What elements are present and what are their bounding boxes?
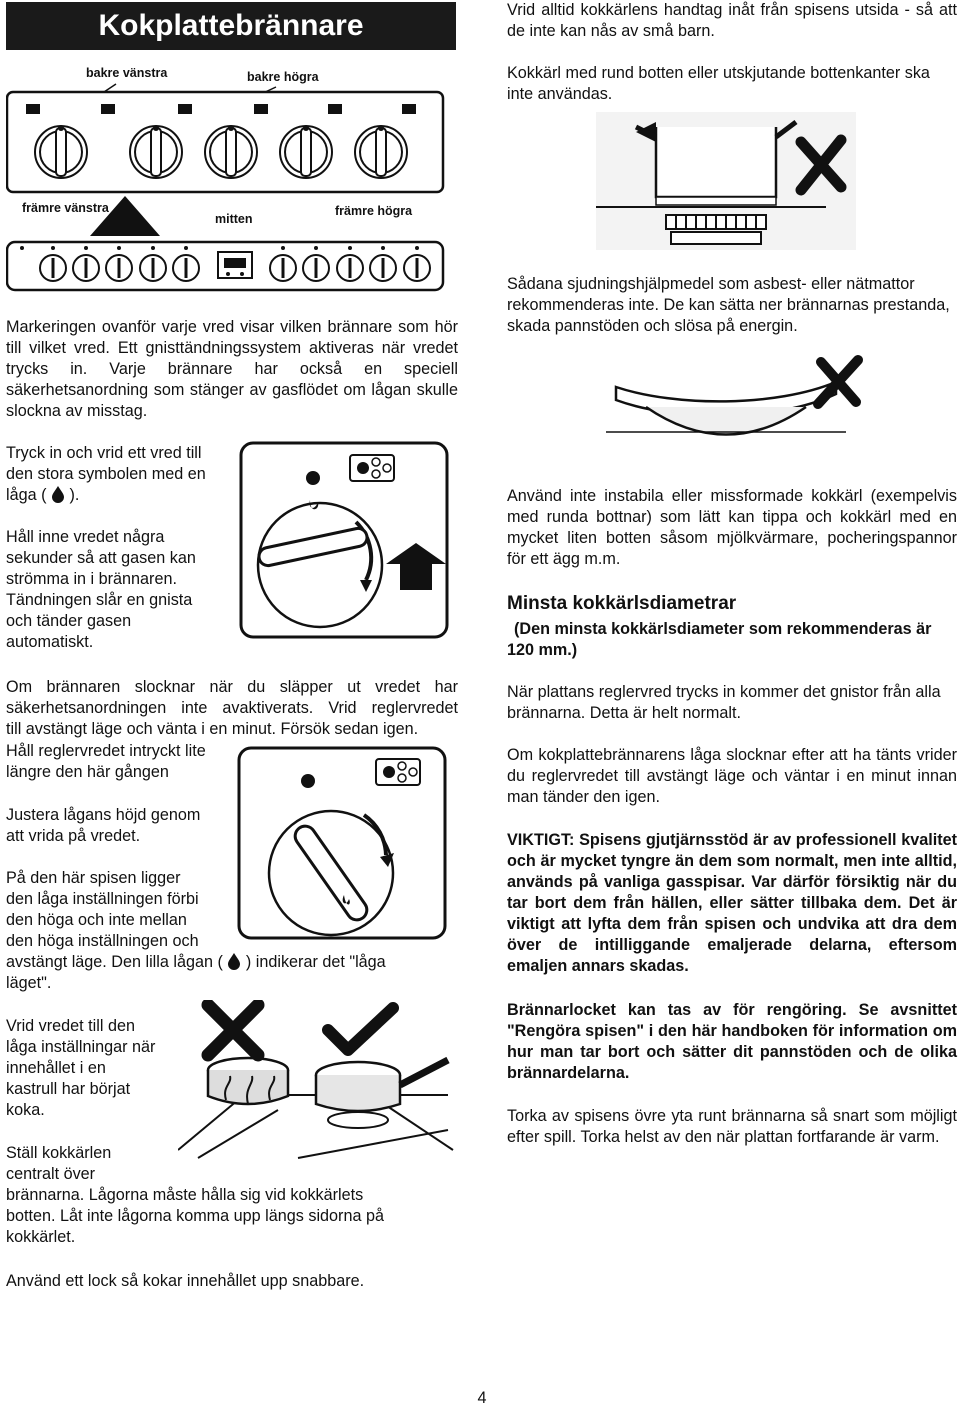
drop-icon [51, 485, 65, 503]
center-line-2: centralt över [6, 1165, 96, 1183]
turn-low-line-3: innehållet i en [6, 1059, 106, 1077]
low-setting-line-2: den låga inställningen förbi [6, 890, 199, 908]
push-line-1: Tryck in och vrid ett vred till [6, 444, 202, 462]
low-setting-line-3: den höga och inte mellan [6, 911, 187, 929]
label-middle: mitten [215, 212, 253, 226]
flame-out-paragraph [6, 677, 458, 740]
hold-longer-line-1: Håll reglervredet intryckt lite [6, 742, 206, 760]
label-front-right: främre högra [335, 204, 413, 218]
important-notice: VIKTIGT: Spisens gjutjärnsstöd är av professionell kvalitet och är mycket tyngre än dem som normalt, men inte alltid, används på vanliga gasspisar. Var därför försiktig när du tar bort dem från hällen, eller sätter tillbaka dem. Det är viktigt att lyfta dem från spisen och undvika att dra dem över de intilliggande emaljerade delarna, eftersom emaljen annars skadas. [507, 831, 957, 975]
turn-low-text [6, 1016, 186, 1121]
center-pans-text [6, 1143, 466, 1248]
low-setting-line-5a: avstängt läge. Den lilla lågan ( [6, 953, 223, 971]
label-front-left: främre vänstra [22, 201, 109, 215]
label-rear-right: bakre högra [247, 70, 319, 84]
cross-icon [208, 1005, 258, 1055]
asbestos-paragraph: Sådana sjudningshjälpmedel som asbest- eller nätmattor rekommenderas inte. De kan sätta ner brännarnas prestanda, skada pannstöden och slösa på energin. [507, 275, 950, 335]
page-title: Kokplattebrännare [6, 2, 456, 50]
turn-low-line-4: kastrull har börjat [6, 1080, 131, 1098]
flame-out-line-2: säkerhetsanordningen inte avaktiverats. Vrid reglervredet [6, 699, 458, 717]
cross-icon [818, 360, 858, 404]
center-line-5: kokkärlet. [6, 1228, 76, 1246]
control-panel-front-illustration [6, 236, 446, 292]
lid-tip: Använd ett lock så kokar innehållet upp snabbare. [6, 1272, 365, 1290]
hold-line-6: automatiskt. [6, 633, 94, 651]
center-line-1: Ställ kokkärlen [6, 1144, 112, 1162]
push-line-3 [6, 485, 246, 506]
unstable-pans-paragraph: Använd inte instabila eller missformade kokkärl (exempelvis med runda bottnar) som lätt kan tippa och kokkärl med en mycket liten botten såsom mjölkvärmare, pocheringspannor för ett ägg m.m. [507, 487, 957, 568]
burner-caps-paragraph: Brännarlocket kan tas av för rengöring. Se avsnittet "Rengöra spisen" i den här handboken för information om hur man tar bort och sätter dit pannstöden och de olika brännardelarna. [507, 1001, 957, 1082]
turn-low-line-2: låga inställningar när [6, 1038, 156, 1056]
wipe-paragraph: Torka av spisens övre yta runt brännarna så snart som möjligt efter spill. Torka helst av den när plattan fortfarande är varm. [507, 1107, 957, 1146]
hold-longer-text [6, 741, 246, 783]
adjust-flame-text [6, 805, 246, 847]
low-setting-line-5 [6, 952, 466, 973]
low-setting-line-5b: ) indikerar det "låga [245, 953, 386, 971]
push-turn-instructions [6, 443, 246, 653]
flame-out-line-1: Om brännaren slocknar när du släpper ut vredet har [6, 678, 458, 696]
control-panel-rear-illustration [6, 82, 446, 194]
center-line-4: botten. Låt inte lågorna komma upp längs sidorna på [6, 1207, 384, 1225]
simmer-mat-illustration [596, 352, 866, 462]
hold-longer-line-2: längre den här gången [6, 763, 169, 781]
knob-marking-paragraph: Markeringen ovanför varje vred visar vilken brännare som hör till vilket vred. Ett gnisttändningssystem aktiveras när vredet trycks in. Varje brännare har också en speciell säkerhetsanordning som stänger av gasflödet om lågan skulle slockna av misstag. [6, 318, 458, 420]
push-line-3a: låga ( [6, 486, 47, 504]
flame-goes-out-paragraph: Om kokplattebrännarens låga slocknar efter att ha tänts vrider du reglervredet till avstängt läge och väntar i en minut innan man tänder den igen. [507, 746, 957, 806]
round-bottom-paragraph: Kokkärl med rund botten eller utskjutande bottenkanter ska inte användas. [507, 64, 930, 103]
push-line-3b: ). [69, 486, 80, 504]
hold-line-1: Håll inne vredet några [6, 528, 165, 546]
low-setting-line-4: den höga inställningen och [6, 932, 199, 950]
flame-out-line-3: till avstängt läge och vänta i en minut. Försök sedan igen. [6, 720, 419, 738]
turn-low-line-5: koka. [6, 1101, 45, 1119]
label-rear-left: bakre vänstra [86, 66, 168, 80]
push-line-2: den stora symbolen med en [6, 465, 206, 483]
page-number: 4 [477, 1389, 487, 1407]
low-setting-text [6, 868, 466, 994]
hold-line-3: strömma in i brännaren. [6, 570, 177, 588]
black-triangle-pointer [90, 196, 160, 236]
pan-over-burner-illustration [178, 1000, 458, 1160]
handles-paragraph: Vrid alltid kokkärlens handtag inåt från spisens utsida - så att de inte kan nås av små barn. [507, 1, 957, 40]
low-setting-line-6: läget". [6, 974, 52, 992]
low-setting-line-1: På den här spisen ligger [6, 869, 181, 887]
adjust-line-1: Justera lågans höjd genom [6, 806, 201, 824]
hold-line-4: Tändningen slår en gnista [6, 591, 193, 609]
knob-ignite-diagram [238, 440, 450, 640]
round-bottom-pot-illustration [596, 112, 856, 252]
adjust-line-2: att vrida på vredet. [6, 827, 141, 845]
drop-icon [227, 952, 241, 970]
center-line-3: brännarna. Lågorna måste hålla sig vid kokkärlets [6, 1186, 364, 1204]
hold-line-5: och tänder gasen [6, 612, 132, 630]
spark-paragraph: När plattans reglervred trycks in kommer det gnistor från alla brännarna. Detta är helt normalt. [507, 683, 941, 722]
hold-line-2: sekunder så att gasen kan [6, 549, 196, 567]
min-diameter-heading: Minsta kokkärlsdiametrar [507, 593, 737, 614]
turn-low-line-1: Vrid vredet till den [6, 1017, 135, 1035]
min-diameter-subtext: (Den minsta kokkärlsdiameter som rekommenderas är 120 mm.) [507, 620, 932, 659]
check-icon [328, 1008, 393, 1050]
